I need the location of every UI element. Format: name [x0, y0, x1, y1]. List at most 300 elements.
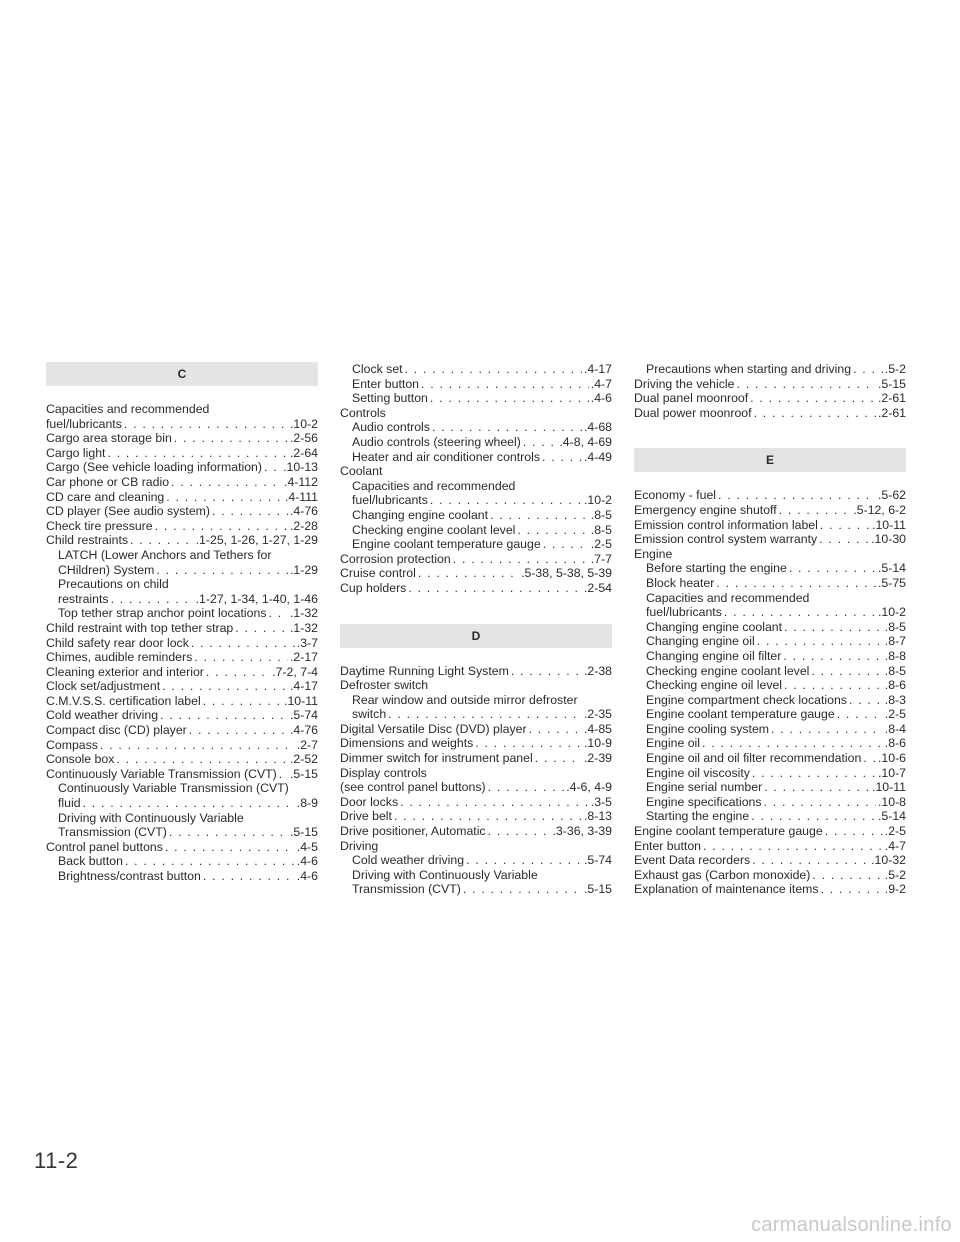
- leader-dots: [724, 605, 876, 620]
- index-entry: [634, 824, 906, 839]
- leader-dots: [488, 780, 565, 795]
- index-entry-page: .10-30: [871, 532, 906, 547]
- index-entry-page: .10-7: [877, 765, 906, 780]
- index-entry-text: Rear window and outside mirror defroster: [352, 692, 578, 707]
- index-entry-label: Driving the vehicle: [634, 376, 735, 391]
- leader-dots: [784, 678, 883, 693]
- index-entry-text: Driving with Continuously Variable: [352, 867, 538, 882]
- index-entry-page: .8-5: [884, 619, 906, 634]
- leader-dots: [789, 561, 876, 576]
- index-entry-page: .8-4: [884, 721, 906, 736]
- index-entry-page: .10-32: [871, 853, 906, 868]
- leader-dots: [125, 854, 295, 869]
- leader-dots: [475, 736, 582, 751]
- index-entry-page: .10-8: [877, 794, 906, 809]
- index-entry: [634, 488, 906, 503]
- leader-dots: [812, 868, 882, 883]
- index-entry-label: Engine cooling system: [646, 721, 770, 736]
- leader-dots: [430, 493, 582, 508]
- index-entry-text: Display controls: [340, 765, 427, 780]
- leader-dots: [418, 566, 519, 581]
- leader-dots: [116, 752, 288, 767]
- leader-dots: [160, 708, 288, 723]
- index-entry-label: Cargo area storage bin: [46, 431, 172, 446]
- leader-dots: [754, 406, 876, 421]
- index-entry-label: CD care and cleaning: [46, 489, 165, 504]
- index-entry: [634, 707, 906, 722]
- index-entry: [340, 523, 612, 538]
- index-entry: [340, 450, 612, 465]
- index-entry-page: .8-6: [884, 678, 906, 693]
- index-entry: [634, 634, 906, 649]
- index-entry: [46, 752, 318, 767]
- index-entry: [634, 518, 906, 533]
- leader-dots: [716, 576, 876, 591]
- index-entry: [340, 435, 612, 450]
- index-entry: [340, 795, 612, 810]
- leader-dots: [825, 824, 883, 839]
- index-entry-page: .8-5: [590, 522, 612, 537]
- index-entry: [634, 882, 906, 897]
- index-entry-label: Changing engine coolant: [646, 619, 783, 634]
- index-entry-label: Cold weather driving: [352, 853, 465, 868]
- index-entry-label: Dual power moonroof: [634, 405, 752, 420]
- index-entry: [340, 736, 612, 751]
- index-column-3: [634, 362, 906, 897]
- index-entry: [340, 824, 612, 839]
- index-entry-label: Dual panel moonroof: [634, 391, 749, 406]
- index-entry-label: Exhaust gas (Carbon monoxide): [634, 867, 811, 882]
- index-entry: [340, 882, 612, 897]
- index-entry-label: Changing engine oil: [646, 634, 755, 649]
- index-entry-page: .4-5: [296, 839, 318, 854]
- index-entry: [634, 664, 906, 679]
- index-entry-page: .4-85: [583, 721, 612, 736]
- index-entry-label: Engine coolant temperature gauge: [646, 707, 835, 722]
- index-entry-page: .1-32: [289, 606, 318, 621]
- leader-dots: [511, 664, 582, 679]
- index-entry-label: Engine coolant temperature gauge: [634, 824, 823, 839]
- index-entry-page: .5-15: [877, 376, 906, 391]
- index-entry-page: .2-61: [877, 405, 906, 420]
- leader-dots: [191, 636, 295, 651]
- index-entry-page: .5-14: [877, 809, 906, 824]
- index-column-1: [46, 362, 318, 884]
- index-entry-label: restraints: [58, 591, 109, 606]
- index-entry-page: .3-7: [296, 635, 318, 650]
- leader-dots: [543, 537, 589, 552]
- index-entry-page: .3-36, 3-39: [552, 824, 612, 839]
- index-entry-label: Cruise control: [340, 566, 416, 581]
- index-entry-label: Engine oil viscosity: [646, 765, 750, 780]
- index-entry: [46, 723, 318, 738]
- leader-dots: [463, 882, 582, 897]
- index-entry-label: (see control panel buttons): [340, 780, 486, 795]
- index-entry-label: Checking engine coolant level: [646, 663, 810, 678]
- index-entry-page: .1-29: [289, 562, 318, 577]
- leader-dots: [811, 664, 882, 679]
- index-entry-page: .10-9: [583, 736, 612, 751]
- leader-dots: [837, 707, 883, 722]
- index-entry: [634, 751, 906, 766]
- index-entry-label: Brightness/contrast button: [58, 869, 201, 883]
- index-entry-label: Cup holders: [340, 580, 407, 595]
- index-entry-label: Clock set: [352, 362, 403, 376]
- leader-dots: [535, 751, 582, 766]
- index-entry-page: .10-11: [284, 693, 318, 708]
- index-entry: [634, 576, 906, 591]
- leader-dots: [863, 751, 876, 766]
- index-entry-page: .1-32: [289, 620, 318, 635]
- index-entry-page: .8-5: [884, 663, 906, 678]
- leader-dots: [388, 707, 582, 722]
- index-entry-page: .10-2: [583, 493, 612, 508]
- leader-dots: [529, 722, 582, 737]
- index-entry-page: .8-5: [590, 507, 612, 522]
- leader-dots: [821, 882, 883, 897]
- leader-dots: [166, 490, 283, 505]
- index-entry-label: Enter button: [352, 376, 419, 391]
- index-entry-label: Car phone or CB radio: [46, 474, 170, 489]
- leader-dots: [124, 417, 288, 432]
- section-header: E: [634, 448, 906, 472]
- index-entry-label: Drive positioner, Automatic: [340, 824, 486, 839]
- index-entry: [46, 854, 318, 869]
- leader-dots: [757, 634, 883, 649]
- leader-dots: [155, 519, 288, 534]
- index-entry-label: Engine serial number: [646, 780, 763, 795]
- index-entry: [634, 868, 906, 883]
- index-entry: [46, 621, 318, 636]
- index-entry-label: Cargo light: [46, 445, 106, 460]
- leader-dots: [279, 767, 288, 782]
- index-entry: [46, 592, 318, 607]
- leader-dots: [783, 649, 882, 664]
- index-entry-label: Cold weather driving: [46, 708, 159, 723]
- index-entry: [46, 636, 318, 651]
- leader-dots: [849, 693, 883, 708]
- index-entry-label: Starting the engine: [646, 809, 750, 824]
- index-entry-page: .2-56: [289, 431, 318, 446]
- index-entry: [46, 679, 318, 694]
- index-entry-page: .4-76: [289, 723, 318, 738]
- index-entry: [634, 362, 906, 377]
- leader-dots: [189, 723, 288, 738]
- leader-dots: [542, 450, 582, 465]
- leader-dots: [764, 780, 870, 795]
- index-entry-page: .10-2: [877, 605, 906, 620]
- index-entry-page: .2-5: [884, 824, 906, 839]
- leader-dots: [430, 391, 589, 406]
- index-entry-label: Child restraints: [46, 533, 129, 548]
- leader-dots: [194, 650, 288, 665]
- leader-dots: [820, 518, 870, 533]
- index-entry-label: C.M.V.S.S. certification label: [46, 693, 201, 708]
- leader-dots: [819, 532, 869, 547]
- index-entry: [634, 605, 906, 620]
- leader-dots: [203, 869, 295, 884]
- index-entry: [46, 650, 318, 665]
- index-entry-label: Emergency engine shutoff: [634, 502, 777, 517]
- index-entry-page: .2-39: [583, 751, 612, 766]
- index-entry-label: fuel/lubricants: [646, 605, 722, 620]
- leader-dots: [206, 665, 270, 680]
- index-entry: [634, 795, 906, 810]
- leader-dots: [764, 795, 876, 810]
- leader-dots: [405, 362, 582, 377]
- index-entry-page: .10-13: [283, 460, 318, 475]
- index-entry-page: .4-6: [296, 854, 318, 869]
- index-entry-page: .5-2: [884, 867, 906, 882]
- index-entry-page: .4-6: [590, 391, 612, 406]
- index-entry-label: Compact disc (CD) player: [46, 723, 187, 738]
- index-entry: [634, 839, 906, 854]
- index-entry-label: Emission control information label: [634, 517, 818, 532]
- index-entry-page: .5-62: [877, 488, 906, 503]
- index-entry-label: Engine oil and oil filter recommendation: [646, 751, 862, 766]
- index-entry-page: .10-11: [872, 517, 906, 532]
- leader-dots: [83, 796, 295, 811]
- index-entry: [46, 665, 318, 680]
- index-entry-page: .2-7: [296, 737, 318, 752]
- leader-dots: [156, 563, 288, 578]
- index-entry: [340, 377, 612, 392]
- index-entry-page: .8-6: [884, 736, 906, 751]
- index-entry-label: Corrosion protection: [340, 551, 451, 566]
- index-entry-label: CD player (See audio system): [46, 504, 211, 519]
- index-entry: [340, 493, 612, 508]
- index-entry-page: .5-2: [884, 362, 906, 376]
- leader-dots: [162, 679, 288, 694]
- leader-dots: [400, 795, 589, 810]
- index-entry-label: Engine coolant temperature gauge: [352, 537, 541, 552]
- index-entry: [634, 736, 906, 751]
- leader-dots: [169, 825, 288, 840]
- index-entry: [340, 751, 612, 766]
- index-entry-label: Checking engine coolant level: [352, 522, 516, 537]
- index-entry-page: .2-61: [877, 391, 906, 406]
- leader-dots: [736, 377, 875, 392]
- index-entry: [340, 722, 612, 737]
- index-entry-label: Changing engine coolant: [352, 507, 489, 522]
- leader-dots: [432, 420, 582, 435]
- index-entry: [340, 391, 612, 406]
- index-entry: [46, 869, 318, 884]
- index-entry-label: Console box: [46, 752, 115, 767]
- index-entry-page: .4-68: [583, 420, 612, 435]
- index-entry-label: Audio controls: [352, 420, 430, 435]
- index-entry-label: Setting button: [352, 391, 428, 406]
- index-entry-label: Checking engine oil level: [646, 678, 783, 693]
- index-entry-label: Dimmer switch for instrument panel: [340, 751, 533, 766]
- index-entry-label: Back button: [58, 854, 123, 869]
- index-entry: [634, 809, 906, 824]
- index-entry-text: Driving with Continuously Variable: [58, 810, 244, 825]
- leader-dots: [853, 362, 883, 377]
- index-entry: [46, 563, 318, 578]
- leader-dots: [784, 620, 883, 635]
- leader-dots: [111, 592, 194, 607]
- index-entry: [634, 532, 906, 547]
- index-entry-label: Check tire pressure: [46, 518, 153, 533]
- index-entry-page: .4-6, 4-9: [566, 780, 612, 795]
- index-entry: [46, 460, 318, 475]
- index-entry-label: Block heater: [646, 575, 715, 590]
- index-entry-page: .4-7: [884, 838, 906, 853]
- index-entry-page: .5-14: [877, 561, 906, 576]
- leader-dots: [269, 606, 288, 621]
- watermark: carmanualsonline.info: [751, 1214, 952, 1236]
- index-entry: [634, 377, 906, 392]
- index-entry-label: Audio controls (steering wheel): [352, 434, 521, 449]
- index-entry: [634, 766, 906, 781]
- index-entry-page: .1-27, 1-34, 1-40, 1-46: [195, 591, 318, 606]
- index-entry-label: Continuously Variable Transmission (CVT): [46, 766, 277, 781]
- index-entry: [634, 693, 906, 708]
- index-entry-page: .2-52: [289, 752, 318, 767]
- leader-dots: [171, 475, 282, 490]
- index-entry: [46, 606, 318, 621]
- index-entry: [46, 504, 318, 519]
- leader-dots: [490, 508, 589, 523]
- leader-dots: [703, 839, 883, 854]
- index-entry-page: .5-38, 5-38, 5-39: [521, 566, 612, 581]
- leader-dots: [394, 809, 582, 824]
- index-entry-page: .8-8: [884, 648, 906, 663]
- index-entry-page: .3-5: [590, 794, 612, 809]
- index-entry-label: Transmission (CVT): [58, 825, 167, 840]
- leader-dots: [466, 853, 582, 868]
- leader-dots: [771, 722, 883, 737]
- index-entry-page: .4-76: [289, 504, 318, 519]
- leader-dots: [130, 533, 194, 548]
- index-entry-text: LATCH (Lower Anchors and Tethers for: [58, 547, 272, 562]
- leader-dots: [453, 552, 589, 567]
- index-entry-label: Top tether strap anchor point locations: [58, 606, 267, 621]
- leader-dots: [235, 621, 288, 636]
- index-entry-label: Drive belt: [340, 809, 392, 824]
- index-entry-page: .4-6: [296, 869, 318, 883]
- index-entry: [46, 446, 318, 461]
- page-number: 11-2: [34, 1148, 79, 1173]
- index-entry-page: .2-64: [289, 445, 318, 460]
- index-entry: [46, 533, 318, 548]
- index-entry-label: Cleaning exterior and interior: [46, 664, 204, 679]
- leader-dots: [100, 738, 295, 753]
- index-entry: [46, 796, 318, 811]
- leader-dots: [203, 694, 282, 709]
- index-entry: [46, 417, 318, 432]
- index-entry-label: Engine specifications: [646, 794, 762, 809]
- index-entry-label: Emission control system warranty: [634, 532, 818, 547]
- leader-dots: [421, 377, 589, 392]
- index-entry-label: fuel/lubricants: [46, 416, 122, 431]
- index-entry-page: .5-15: [583, 882, 612, 897]
- index-entry-label: Child restraint with top tether strap: [46, 620, 234, 635]
- index-entry-label: Explanation of maintenance items: [634, 882, 819, 897]
- leader-dots: [752, 766, 876, 781]
- index-entry-page: .1-25, 1-26, 1-27, 1-29: [195, 533, 318, 548]
- index-entry-page: .5-15: [289, 766, 318, 781]
- index-entry: [340, 707, 612, 722]
- section-header: C: [46, 362, 318, 386]
- index-entry-label: Transmission (CVT): [352, 882, 461, 897]
- index-entry-page: .8-9: [296, 796, 318, 811]
- index-entry-label: Event Data recorders: [634, 853, 751, 868]
- index-entry: [46, 694, 318, 709]
- index-entry-text: Coolant: [340, 464, 383, 479]
- index-entry-text: Controls: [340, 405, 386, 420]
- index-entry-text: Precautions on child: [58, 577, 169, 592]
- index-entry-page: .8-7: [884, 634, 906, 649]
- index-entry-label: Control panel buttons: [46, 839, 163, 854]
- index-entry: [46, 475, 318, 490]
- index-entry: [340, 537, 612, 552]
- index-column-2: [340, 362, 612, 897]
- index-entry: [46, 840, 318, 855]
- leader-dots: [752, 853, 869, 868]
- index-entry-page: .5-74: [583, 853, 612, 868]
- index-entry-page: .10-2: [289, 416, 318, 431]
- index-entry: [634, 503, 906, 518]
- index-entry: [340, 420, 612, 435]
- index-entry-label: fuel/lubricants: [352, 493, 428, 508]
- index-entry-page: .2-5: [884, 707, 906, 722]
- index-entry-text: Capacities and recommended: [352, 478, 516, 493]
- index-entry-label: Digital Versatile Disc (DVD) player: [340, 721, 527, 736]
- leader-dots: [750, 391, 876, 406]
- leader-dots: [212, 504, 288, 519]
- index-entry-page: .2-38: [583, 663, 612, 678]
- index-entry: [634, 780, 906, 795]
- index-entry-page: .4-7: [590, 376, 612, 391]
- section-header: D: [340, 624, 612, 648]
- index-entry-label: CHildren) System: [58, 562, 155, 577]
- index-entry-label: Door locks: [340, 794, 399, 809]
- index-entry-label: Heater and air conditioner controls: [352, 449, 540, 464]
- section-gap: [340, 596, 612, 624]
- index-entry-label: Engine compartment check locations: [646, 692, 847, 707]
- index-entry: [340, 664, 612, 679]
- index-entry-label: Compass: [46, 737, 98, 752]
- leader-dots: [165, 840, 295, 855]
- index-entry-page: .2-17: [289, 650, 318, 665]
- index-entry: [340, 508, 612, 523]
- leader-dots: [107, 446, 288, 461]
- index-entry: [46, 738, 318, 753]
- index-entry: [340, 809, 612, 824]
- index-entry-page: .7-2, 7-4: [272, 664, 318, 679]
- index-entry-label: switch: [352, 707, 387, 722]
- index-entry-page: .2-28: [289, 518, 318, 533]
- index-entry-page: .4-17: [289, 679, 318, 694]
- index-entry: [46, 708, 318, 723]
- index-entry-page: .5-15: [289, 825, 318, 840]
- index-entry-text: Engine: [634, 546, 673, 561]
- index-entry-page: .2-35: [583, 707, 612, 722]
- index-entry: [46, 767, 318, 782]
- index-entry-page: .7-7: [590, 551, 612, 566]
- index-entry: [634, 649, 906, 664]
- index-entry: [340, 362, 612, 377]
- index-entry-text: Defroster switch: [340, 678, 429, 693]
- index-entry: [340, 552, 612, 567]
- index-entry: [634, 853, 906, 868]
- index-entry-page: .10-6: [877, 751, 906, 766]
- index-entry-label: Daytime Running Light System: [340, 663, 509, 678]
- index-entry-page: .4-8, 4-69: [559, 434, 612, 449]
- index-entry-page: .4-111: [284, 489, 318, 504]
